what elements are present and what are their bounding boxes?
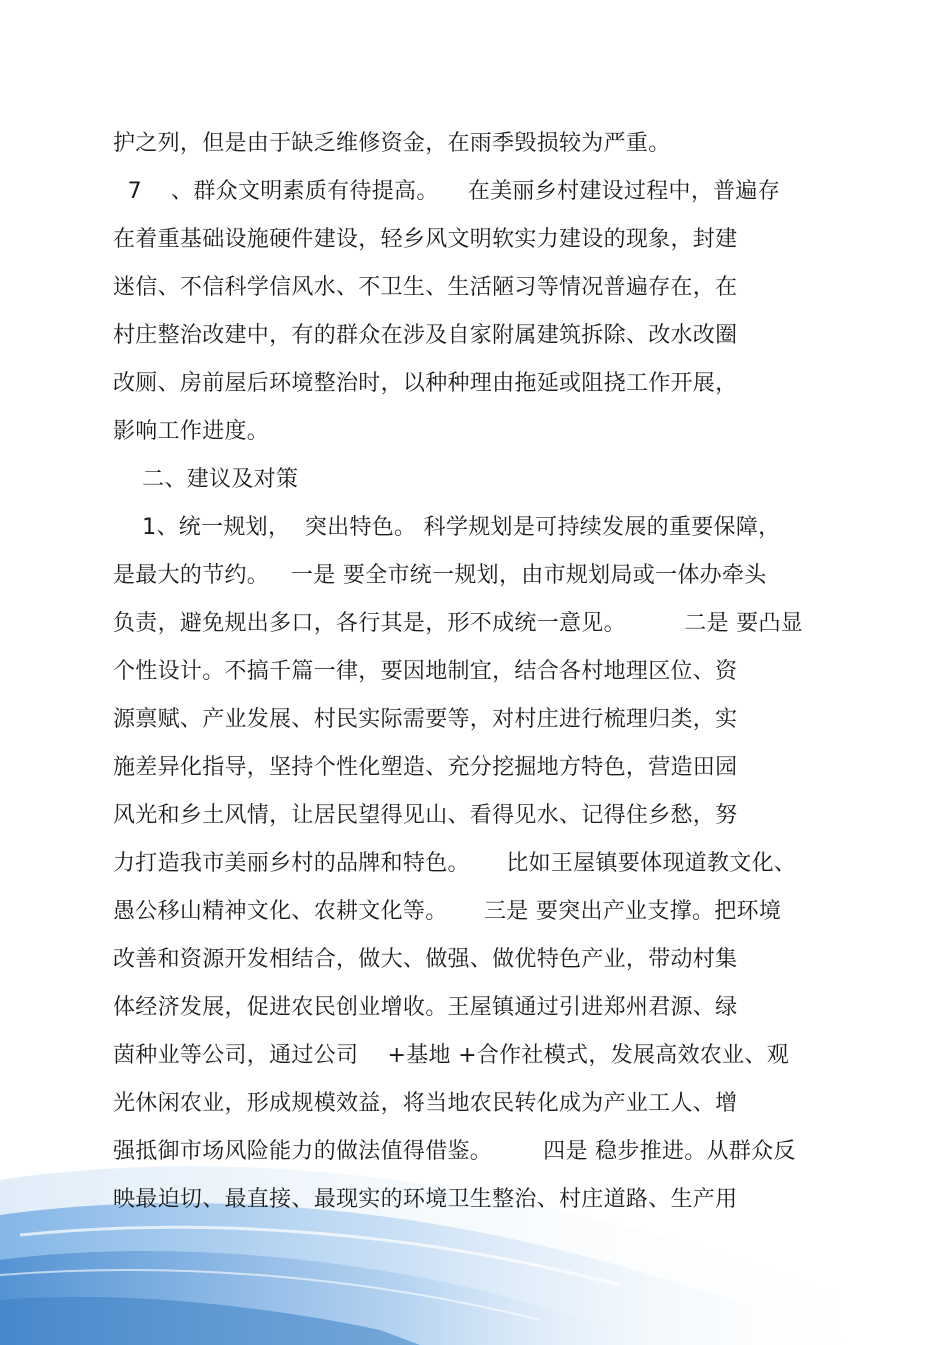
text-line: 护之列，但是由于缺乏维修资金，在雨季毁损较为严重。 <box>113 131 671 156</box>
text-line: 在着重基础设施硬件建设，轻乡风文明软实力建设的现象，封建 <box>113 227 738 252</box>
text-line: 个性设计。不搞千篇一律，要因地制宜，结合各村地理区位、资 <box>113 659 738 684</box>
text-line: 风光和乡土风情，让居民望得见山、看得见水、记得住乡愁，努 <box>113 803 738 828</box>
text-line: 影响工作进度。 <box>113 419 270 444</box>
text-line: 7 、群众文明素质有待提高。 在美丽乡村建设过程中，普遍存 <box>113 179 781 204</box>
text-line: 是最大的节约。 一是 要全市统一规划，由市规划局或一体办牵头 <box>113 563 767 588</box>
text-line: 茵种业等公司，通过公司 +基地 +合作社模式，发展高效农业、观 <box>113 1043 790 1068</box>
text-line: 负责，避免规出多口，各行其是，形不成统一意见。 二是 要凸显 <box>113 611 804 636</box>
text-line: 强抵御市场风险能力的做法值得借鉴。 四是 稳步推进。从群众反 <box>113 1139 796 1164</box>
text-line: 1、统一规划， 突出特色。 科学规划是可持续发展的重要保障， <box>113 515 781 540</box>
text-line: 改厕、房前屋后环境整治时，以种种理由拖延或阻挠工作开展， <box>113 371 738 396</box>
text-line: 愚公移山精神文化、农耕文化等。 三是 要突出产业支撑。把环境 <box>113 899 782 924</box>
text-line: 体经济发展，促进农民创业增收。王屋镇通过引进郑州君源、绿 <box>113 995 738 1020</box>
text-line: 迷信、不信科学信风水、不卫生、生活陋习等情况普遍存在，在 <box>113 275 738 300</box>
text-line: 村庄整治改建中，有的群众在涉及自家附属建筑拆除、改水改圈 <box>113 323 738 348</box>
section-heading: 二、建议及对策 <box>113 467 299 492</box>
text-line: 力打造我市美丽乡村的品牌和特色。 比如王屋镇要体现道教文化、 <box>113 851 797 876</box>
text-line: 施差异化指导，坚持个性化塑造、充分挖掘地方特色，营造田园 <box>113 755 738 780</box>
text-line: 映最迫切、最直接、最现实的环境卫生整治、村庄道路、生产用 <box>113 1187 738 1212</box>
text-line: 改善和资源开发相结合，做大、做强、做优特色产业，带动村集 <box>113 947 738 972</box>
text-line: 源禀赋、产业发展、村民实际需要等，对村庄进行梳理归类，实 <box>113 707 738 732</box>
text-line: 光休闲农业，形成规模效益，将当地农民转化成为产业工人、增 <box>113 1091 738 1116</box>
